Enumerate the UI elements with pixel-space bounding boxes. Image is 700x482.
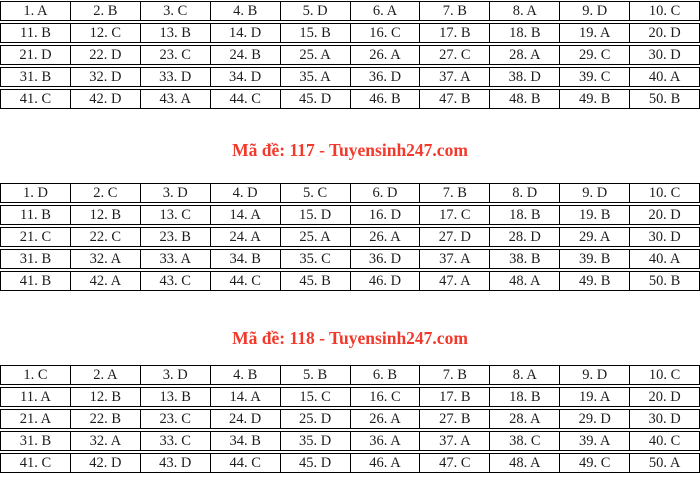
answer-cell: 50. B (629, 90, 699, 108)
answer-cell: 41. B (19, 273, 52, 289)
answer-cell: 29. D (559, 410, 629, 428)
answer-cell: 25. D (280, 410, 350, 428)
answer-cell: 10. C (629, 2, 699, 20)
answer-cell: 37. A (419, 68, 489, 86)
answer-cell: 31. B (19, 433, 52, 449)
answer-cell: 1. A (23, 3, 48, 19)
answer-cell: 8. D (489, 184, 559, 202)
answer-cell: 37. A (419, 250, 489, 268)
table-row (0, 431, 700, 451)
table-row (0, 249, 700, 269)
answer-table-3 (0, 365, 700, 473)
exam-code-heading-2: Mã đề: 118 - Tuyensinh247.com (232, 328, 468, 348)
answer-cell: 28. D (489, 228, 559, 246)
answer-cell: 12. B (70, 388, 140, 406)
answer-cell: 13. B (140, 24, 210, 42)
answer-cell: 12. C (70, 24, 140, 42)
answer-cell: 28. A (489, 46, 559, 64)
answer-cell: 16. D (350, 206, 420, 224)
answer-cell: 3. D (140, 366, 210, 384)
table-row (0, 205, 700, 225)
answer-cell: 22. B (70, 410, 140, 428)
answer-cell: 13. B (140, 388, 210, 406)
answer-cell: 12. B (70, 206, 140, 224)
answer-cell: 42. D (70, 454, 140, 472)
answer-cell: 36. D (350, 68, 420, 86)
answer-cell: 49. B (559, 272, 629, 290)
answer-cell: 34. B (210, 250, 280, 268)
answer-cell: 36. D (350, 250, 420, 268)
answer-cell: 32. D (70, 68, 140, 86)
answer-cell: 50. A (629, 454, 699, 472)
answer-cell: 33. C (140, 432, 210, 450)
answer-cell: 18. B (489, 388, 559, 406)
answer-cell: 17. B (419, 388, 489, 406)
answer-cell: 35. A (280, 68, 350, 86)
answer-cell: 3. D (140, 184, 210, 202)
answer-cell: 44. C (210, 454, 280, 472)
answer-cell: 44. C (210, 90, 280, 108)
answer-cell: 35. D (280, 432, 350, 450)
answer-cell: 47. A (419, 272, 489, 290)
answer-cell: 2. C (70, 184, 140, 202)
answer-cell: 31. B (19, 251, 52, 267)
answer-cell: 27. B (419, 410, 489, 428)
answer-cell: 7. B (419, 2, 489, 20)
table-row (0, 271, 700, 291)
answer-cell: 34. D (210, 68, 280, 86)
answer-cell: 16. C (350, 388, 420, 406)
answer-cell: 11. B (20, 25, 51, 41)
answer-cell: 14. A (210, 388, 280, 406)
answer-cell: 41. C (19, 455, 52, 471)
answer-cell: 9. D (559, 366, 629, 384)
answer-cell: 8. A (489, 2, 559, 20)
answer-cell: 40. A (629, 250, 699, 268)
answer-cell: 48. A (489, 454, 559, 472)
answer-cell: 10. C (629, 184, 699, 202)
answer-cell: 44. C (210, 272, 280, 290)
answer-cell: 46. D (350, 272, 420, 290)
answer-table-1 (0, 1, 700, 109)
answer-cell: 22. C (70, 228, 140, 246)
answer-cell: 40. C (629, 432, 699, 450)
answer-cell: 11. A (20, 389, 51, 405)
answer-cell: 41. C (19, 91, 52, 107)
table-row (0, 453, 700, 473)
answer-cell: 42. D (70, 90, 140, 108)
answer-cell: 50. B (629, 272, 699, 290)
answer-cell: 43. A (140, 90, 210, 108)
answer-cell: 16. C (350, 24, 420, 42)
answer-cell: 20. D (629, 24, 699, 42)
answer-cell: 30. D (629, 410, 699, 428)
answer-cell: 46. A (350, 454, 420, 472)
answer-cell: 9. D (559, 184, 629, 202)
table-row (0, 227, 700, 247)
answer-cell: 18. B (489, 206, 559, 224)
answer-cell: 43. D (140, 454, 210, 472)
answer-cell: 17. C (419, 206, 489, 224)
answer-cell: 14. D (210, 24, 280, 42)
table-row (0, 387, 700, 407)
answer-cell: 15. B (280, 24, 350, 42)
table-row (0, 67, 700, 87)
answer-cell: 22. D (70, 46, 140, 64)
answer-cell: 5. D (280, 2, 350, 20)
answer-cell: 9. D (559, 2, 629, 20)
answer-cell: 26. A (350, 46, 420, 64)
table-row (0, 1, 700, 21)
answer-cell: 28. A (489, 410, 559, 428)
answer-cell: 37. A (419, 432, 489, 450)
answer-cell: 23. C (140, 46, 210, 64)
answer-cell: 43. C (140, 272, 210, 290)
answer-cell: 17. B (419, 24, 489, 42)
answer-cell: 1. D (22, 185, 48, 201)
answer-cell: 15. C (280, 388, 350, 406)
answer-cell: 47. B (419, 90, 489, 108)
answer-cell: 7. B (419, 184, 489, 202)
answer-cell: 6. A (350, 2, 420, 20)
answer-cell: 26. A (350, 410, 420, 428)
answer-cell: 49. C (559, 454, 629, 472)
answer-cell: 24. B (210, 46, 280, 64)
answer-cell: 32. A (70, 432, 140, 450)
answer-cell: 38. C (489, 432, 559, 450)
table-row (0, 89, 700, 109)
answer-cell: 21. C (19, 229, 52, 245)
answer-cell: 21. D (19, 47, 52, 63)
answer-cell: 14. A (210, 206, 280, 224)
answer-cell: 25. A (280, 46, 350, 64)
answer-cell: 33. A (140, 250, 210, 268)
answer-cell: 38. D (489, 68, 559, 86)
answer-cell: 1. C (23, 367, 48, 383)
answer-cell: 35. C (280, 250, 350, 268)
answer-cell: 26. A (350, 228, 420, 246)
answer-cell: 27. C (419, 46, 489, 64)
answer-cell: 31. B (19, 69, 52, 85)
answer-cell: 2. B (70, 2, 140, 20)
answer-cell: 23. C (140, 410, 210, 428)
answer-cell: 39. A (559, 432, 629, 450)
answer-cell: 25. A (280, 228, 350, 246)
answer-cell: 49. B (559, 90, 629, 108)
answer-cell: 4. B (210, 2, 280, 20)
answer-cell: 20. D (629, 206, 699, 224)
answer-cell: 45. D (280, 454, 350, 472)
answer-cell: 8. A (489, 366, 559, 384)
exam-code-heading-1: Mã đề: 117 - Tuyensinh247.com (232, 140, 468, 160)
answer-cell: 30. D (629, 228, 699, 246)
answer-cell: 27. D (419, 228, 489, 246)
answer-cell: 5. B (280, 366, 350, 384)
answer-cell: 7. B (419, 366, 489, 384)
answer-cell: 21. A (19, 411, 52, 427)
answer-cell: 13. C (140, 206, 210, 224)
answer-cell: 45. B (280, 272, 350, 290)
answer-cell: 4. B (210, 366, 280, 384)
answer-cell: 38. B (489, 250, 559, 268)
answer-cell: 24. A (210, 228, 280, 246)
answer-cell: 29. C (559, 46, 629, 64)
answer-cell: 46. B (350, 90, 420, 108)
answer-cell: 29. A (559, 228, 629, 246)
answer-cell: 6. D (350, 184, 420, 202)
answer-cell: 45. D (280, 90, 350, 108)
answer-cell: 34. B (210, 432, 280, 450)
table-row (0, 365, 700, 385)
answer-cell: 23. B (140, 228, 210, 246)
answer-table-2 (0, 183, 700, 291)
answer-cell: 36. A (350, 432, 420, 450)
table-row (0, 409, 700, 429)
answer-cell: 47. C (419, 454, 489, 472)
answer-cell: 19. B (559, 206, 629, 224)
answer-cell: 15. D (280, 206, 350, 224)
answer-cell: 5. C (280, 184, 350, 202)
answer-cell: 48. A (489, 272, 559, 290)
answer-cell: 39. B (559, 250, 629, 268)
answer-cell: 24. D (210, 410, 280, 428)
answer-cell: 10. C (629, 366, 699, 384)
answer-cell: 20. D (629, 388, 699, 406)
answer-cell: 4. D (210, 184, 280, 202)
answer-cell: 2. A (70, 366, 140, 384)
answer-cell: 42. A (70, 272, 140, 290)
answer-cell: 6. B (350, 366, 420, 384)
table-row (0, 23, 700, 43)
answer-cell: 48. B (489, 90, 559, 108)
answer-cell: 39. C (559, 68, 629, 86)
answer-cell: 18. B (489, 24, 559, 42)
answer-cell: 40. A (629, 68, 699, 86)
answer-cell: 3. C (140, 2, 210, 20)
table-row (0, 45, 700, 65)
answer-cell: 32. A (70, 250, 140, 268)
answer-cell: 19. A (559, 388, 629, 406)
answer-cell: 19. A (559, 24, 629, 42)
answer-cell: 11. B (20, 207, 51, 223)
answer-cell: 33. D (140, 68, 210, 86)
answer-cell: 30. D (629, 46, 699, 64)
table-row (0, 183, 700, 203)
